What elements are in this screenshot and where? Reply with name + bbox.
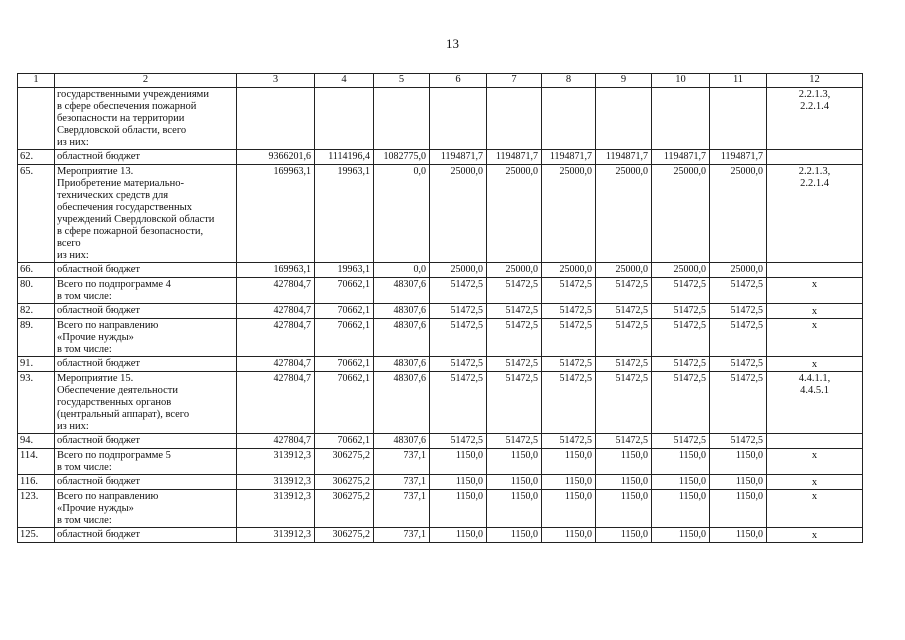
header-cell: 7 bbox=[487, 74, 542, 88]
value-cell-v4: 306275,2 bbox=[315, 475, 374, 490]
table-row bbox=[18, 263, 863, 278]
value-cell-v5: 737,1 bbox=[374, 475, 430, 490]
value-cell-v10: 1150,0 bbox=[652, 449, 710, 475]
reference-cell: x bbox=[767, 528, 863, 543]
value-cell-v6: 51472,5 bbox=[430, 319, 487, 357]
value-cell-v8: 51472,5 bbox=[542, 319, 596, 357]
row-number-cell: 116. bbox=[18, 475, 55, 490]
value-cell-v8: 1150,0 bbox=[542, 449, 596, 475]
reference-cell: x bbox=[767, 319, 863, 357]
reference-cell: x bbox=[767, 304, 863, 319]
value-cell-v9: 1150,0 bbox=[596, 475, 652, 490]
value-cell-v9: 51472,5 bbox=[596, 319, 652, 357]
row-number-cell: 94. bbox=[18, 434, 55, 449]
header-cell: 11 bbox=[710, 74, 767, 88]
value-cell-v5: 48307,6 bbox=[374, 357, 430, 372]
header-cell: 8 bbox=[542, 74, 596, 88]
value-cell-v7: 25000,0 bbox=[487, 263, 542, 278]
table-row bbox=[18, 475, 863, 490]
table-row bbox=[18, 449, 863, 475]
value-cell-v8: 51472,5 bbox=[542, 357, 596, 372]
value-cell-v3: 427804,7 bbox=[237, 319, 315, 357]
value-cell-v4: 306275,2 bbox=[315, 490, 374, 528]
value-cell-v5: 48307,6 bbox=[374, 319, 430, 357]
page-number: 13 bbox=[446, 36, 459, 51]
value-cell-v7: 51472,5 bbox=[487, 372, 542, 434]
value-cell-v7: 51472,5 bbox=[487, 357, 542, 372]
value-cell-v10: 1194871,7 bbox=[652, 150, 710, 165]
value-cell-v6: 51472,5 bbox=[430, 304, 487, 319]
table-row bbox=[18, 278, 863, 304]
value-cell-v6: 1150,0 bbox=[430, 475, 487, 490]
value-cell-v11: 25000,0 bbox=[710, 165, 767, 263]
value-cell-v8: 51472,5 bbox=[542, 372, 596, 434]
value-cell-v9: 25000,0 bbox=[596, 165, 652, 263]
value-cell-v9: 1150,0 bbox=[596, 528, 652, 543]
header-cell: 1 bbox=[18, 74, 55, 88]
value-cell-v3: 169963,1 bbox=[237, 165, 315, 263]
value-cell-v5: 48307,6 bbox=[374, 372, 430, 434]
reference-cell: x bbox=[767, 449, 863, 475]
value-cell-v8: 51472,5 bbox=[542, 434, 596, 449]
value-cell-v8: 1150,0 bbox=[542, 475, 596, 490]
value-cell-v10: 1150,0 bbox=[652, 490, 710, 528]
value-cell-v11: 1150,0 bbox=[710, 528, 767, 543]
value-cell-v11 bbox=[710, 88, 767, 150]
header-cell: 2 bbox=[55, 74, 237, 88]
row-name-cell: областной бюджет bbox=[55, 150, 237, 165]
value-cell-v4: 70662,1 bbox=[315, 434, 374, 449]
row-number-cell: 65. bbox=[18, 165, 55, 263]
table-row bbox=[18, 372, 863, 434]
value-cell-v6: 1150,0 bbox=[430, 490, 487, 528]
value-cell-v7: 1194871,7 bbox=[487, 150, 542, 165]
value-cell-v11: 1150,0 bbox=[710, 475, 767, 490]
value-cell-v5: 48307,6 bbox=[374, 278, 430, 304]
value-cell-v7: 1150,0 bbox=[487, 449, 542, 475]
value-cell-v5: 0,0 bbox=[374, 263, 430, 278]
header-cell: 3 bbox=[237, 74, 315, 88]
value-cell-v11: 25000,0 bbox=[710, 263, 767, 278]
value-cell-v10: 51472,5 bbox=[652, 319, 710, 357]
value-cell-v3: 427804,7 bbox=[237, 304, 315, 319]
row-name-cell: Всего по подпрограмме 5 в том числе: bbox=[55, 449, 237, 475]
value-cell-v11: 1194871,7 bbox=[710, 150, 767, 165]
value-cell-v4: 70662,1 bbox=[315, 319, 374, 357]
value-cell-v7: 51472,5 bbox=[487, 434, 542, 449]
value-cell-v3 bbox=[237, 88, 315, 150]
row-number-cell: 66. bbox=[18, 263, 55, 278]
value-cell-v5: 737,1 bbox=[374, 449, 430, 475]
value-cell-v10: 25000,0 bbox=[652, 165, 710, 263]
value-cell-v3: 427804,7 bbox=[237, 434, 315, 449]
reference-cell: x bbox=[767, 357, 863, 372]
row-name-cell: областной бюджет bbox=[55, 475, 237, 490]
value-cell-v5: 0,0 bbox=[374, 165, 430, 263]
value-cell-v9: 1150,0 bbox=[596, 490, 652, 528]
value-cell-v10: 1150,0 bbox=[652, 528, 710, 543]
header-cell: 5 bbox=[374, 74, 430, 88]
value-cell-v3: 427804,7 bbox=[237, 357, 315, 372]
header-cell: 4 bbox=[315, 74, 374, 88]
row-number-cell: 89. bbox=[18, 319, 55, 357]
value-cell-v6: 51472,5 bbox=[430, 357, 487, 372]
row-name-cell: областной бюджет bbox=[55, 528, 237, 543]
value-cell-v11: 51472,5 bbox=[710, 372, 767, 434]
row-number-cell: 82. bbox=[18, 304, 55, 319]
reference-cell: x bbox=[767, 490, 863, 528]
value-cell-v11: 51472,5 bbox=[710, 278, 767, 304]
value-cell-v11: 1150,0 bbox=[710, 449, 767, 475]
row-name-cell: областной бюджет bbox=[55, 434, 237, 449]
reference-cell bbox=[767, 434, 863, 449]
value-cell-v7: 1150,0 bbox=[487, 475, 542, 490]
reference-cell: x bbox=[767, 278, 863, 304]
value-cell-v5: 48307,6 bbox=[374, 304, 430, 319]
value-cell-v4: 70662,1 bbox=[315, 357, 374, 372]
row-number-cell bbox=[18, 88, 55, 150]
value-cell-v6: 1150,0 bbox=[430, 449, 487, 475]
value-cell-v9: 51472,5 bbox=[596, 278, 652, 304]
table-row bbox=[18, 528, 863, 543]
value-cell-v3: 313912,3 bbox=[237, 528, 315, 543]
value-cell-v7 bbox=[487, 88, 542, 150]
value-cell-v8: 1150,0 bbox=[542, 528, 596, 543]
value-cell-v11: 51472,5 bbox=[710, 304, 767, 319]
value-cell-v6: 25000,0 bbox=[430, 263, 487, 278]
value-cell-v4: 70662,1 bbox=[315, 372, 374, 434]
row-number-cell: 91. bbox=[18, 357, 55, 372]
reference-cell: x bbox=[767, 475, 863, 490]
row-number-cell: 123. bbox=[18, 490, 55, 528]
header-cell: 10 bbox=[652, 74, 710, 88]
value-cell-v9: 51472,5 bbox=[596, 304, 652, 319]
table-row bbox=[18, 490, 863, 528]
value-cell-v11: 51472,5 bbox=[710, 319, 767, 357]
value-cell-v5 bbox=[374, 88, 430, 150]
value-cell-v11: 51472,5 bbox=[710, 357, 767, 372]
value-cell-v9: 1194871,7 bbox=[596, 150, 652, 165]
reference-cell: 2.2.1.3, 2.2.1.4 bbox=[767, 165, 863, 263]
value-cell-v6: 51472,5 bbox=[430, 278, 487, 304]
value-cell-v3: 427804,7 bbox=[237, 278, 315, 304]
table-row bbox=[18, 150, 863, 165]
value-cell-v8 bbox=[542, 88, 596, 150]
value-cell-v10: 51472,5 bbox=[652, 278, 710, 304]
value-cell-v10: 51472,5 bbox=[652, 357, 710, 372]
value-cell-v7: 51472,5 bbox=[487, 304, 542, 319]
value-cell-v5: 737,1 bbox=[374, 490, 430, 528]
value-cell-v7: 25000,0 bbox=[487, 165, 542, 263]
value-cell-v9: 25000,0 bbox=[596, 263, 652, 278]
value-cell-v10 bbox=[652, 88, 710, 150]
value-cell-v6 bbox=[430, 88, 487, 150]
value-cell-v9: 51472,5 bbox=[596, 372, 652, 434]
row-name-cell: государственными учреждениями в сфере обеспечения пожарной безопасности на территории Свердловской области, всего из них: bbox=[55, 88, 237, 150]
value-cell-v6: 51472,5 bbox=[430, 434, 487, 449]
value-cell-v3: 313912,3 bbox=[237, 449, 315, 475]
value-cell-v8: 1194871,7 bbox=[542, 150, 596, 165]
row-number-cell: 80. bbox=[18, 278, 55, 304]
table-row bbox=[18, 88, 863, 150]
value-cell-v10: 1150,0 bbox=[652, 475, 710, 490]
value-cell-v9 bbox=[596, 88, 652, 150]
value-cell-v6: 51472,5 bbox=[430, 372, 487, 434]
reference-cell: 4.4.1.1, 4.4.5.1 bbox=[767, 372, 863, 434]
reference-cell bbox=[767, 150, 863, 165]
value-cell-v3: 9366201,6 bbox=[237, 150, 315, 165]
row-name-cell: Мероприятие 13. Приобретение материально- технических средств для обеспечения государственных учреждений Свердловской области в сфере пожарной безопасности, всего из них: bbox=[55, 165, 237, 263]
value-cell-v8: 51472,5 bbox=[542, 278, 596, 304]
value-cell-v3: 427804,7 bbox=[237, 372, 315, 434]
reference-cell bbox=[767, 263, 863, 278]
row-name-cell: Всего по направлению «Прочие нужды» в том числе: bbox=[55, 319, 237, 357]
value-cell-v11: 1150,0 bbox=[710, 490, 767, 528]
row-name-cell: Мероприятие 15. Обеспечение деятельности государственных органов (центральный аппарат), всего из них: bbox=[55, 372, 237, 434]
value-cell-v4: 70662,1 bbox=[315, 278, 374, 304]
value-cell-v8: 51472,5 bbox=[542, 304, 596, 319]
value-cell-v4: 306275,2 bbox=[315, 528, 374, 543]
value-cell-v6: 1194871,7 bbox=[430, 150, 487, 165]
table-row bbox=[18, 319, 863, 357]
header-cell: 9 bbox=[596, 74, 652, 88]
row-number-cell: 125. bbox=[18, 528, 55, 543]
value-cell-v6: 25000,0 bbox=[430, 165, 487, 263]
value-cell-v8: 25000,0 bbox=[542, 263, 596, 278]
value-cell-v4: 70662,1 bbox=[315, 304, 374, 319]
value-cell-v9: 51472,5 bbox=[596, 434, 652, 449]
value-cell-v9: 51472,5 bbox=[596, 357, 652, 372]
value-cell-v4: 19963,1 bbox=[315, 263, 374, 278]
value-cell-v4: 1114196,4 bbox=[315, 150, 374, 165]
row-number-cell: 114. bbox=[18, 449, 55, 475]
value-cell-v7: 51472,5 bbox=[487, 278, 542, 304]
row-name-cell: Всего по направлению «Прочие нужды» в том числе: bbox=[55, 490, 237, 528]
value-cell-v5: 1082775,0 bbox=[374, 150, 430, 165]
budget-table bbox=[17, 73, 863, 543]
value-cell-v10: 51472,5 bbox=[652, 372, 710, 434]
row-name-cell: областной бюджет bbox=[55, 357, 237, 372]
value-cell-v3: 169963,1 bbox=[237, 263, 315, 278]
value-cell-v3: 313912,3 bbox=[237, 475, 315, 490]
value-cell-v4: 19963,1 bbox=[315, 165, 374, 263]
value-cell-v9: 1150,0 bbox=[596, 449, 652, 475]
value-cell-v4 bbox=[315, 88, 374, 150]
row-number-cell: 62. bbox=[18, 150, 55, 165]
value-cell-v5: 48307,6 bbox=[374, 434, 430, 449]
table-row bbox=[18, 357, 863, 372]
header-row bbox=[18, 74, 863, 88]
value-cell-v7: 1150,0 bbox=[487, 528, 542, 543]
value-cell-v5: 737,1 bbox=[374, 528, 430, 543]
row-name-cell: областной бюджет bbox=[55, 263, 237, 278]
value-cell-v7: 51472,5 bbox=[487, 319, 542, 357]
row-number-cell: 93. bbox=[18, 372, 55, 434]
value-cell-v10: 51472,5 bbox=[652, 434, 710, 449]
value-cell-v3: 313912,3 bbox=[237, 490, 315, 528]
value-cell-v6: 1150,0 bbox=[430, 528, 487, 543]
value-cell-v8: 25000,0 bbox=[542, 165, 596, 263]
table-row bbox=[18, 434, 863, 449]
value-cell-v10: 25000,0 bbox=[652, 263, 710, 278]
value-cell-v4: 306275,2 bbox=[315, 449, 374, 475]
value-cell-v8: 1150,0 bbox=[542, 490, 596, 528]
value-cell-v11: 51472,5 bbox=[710, 434, 767, 449]
reference-cell: 2.2.1.3, 2.2.1.4 bbox=[767, 88, 863, 150]
row-name-cell: областной бюджет bbox=[55, 304, 237, 319]
table-row bbox=[18, 165, 863, 263]
row-name-cell: Всего по подпрограмме 4 в том числе: bbox=[55, 278, 237, 304]
value-cell-v10: 51472,5 bbox=[652, 304, 710, 319]
value-cell-v7: 1150,0 bbox=[487, 490, 542, 528]
table-row bbox=[18, 304, 863, 319]
header-cell: 12 bbox=[767, 74, 863, 88]
header-cell: 6 bbox=[430, 74, 487, 88]
